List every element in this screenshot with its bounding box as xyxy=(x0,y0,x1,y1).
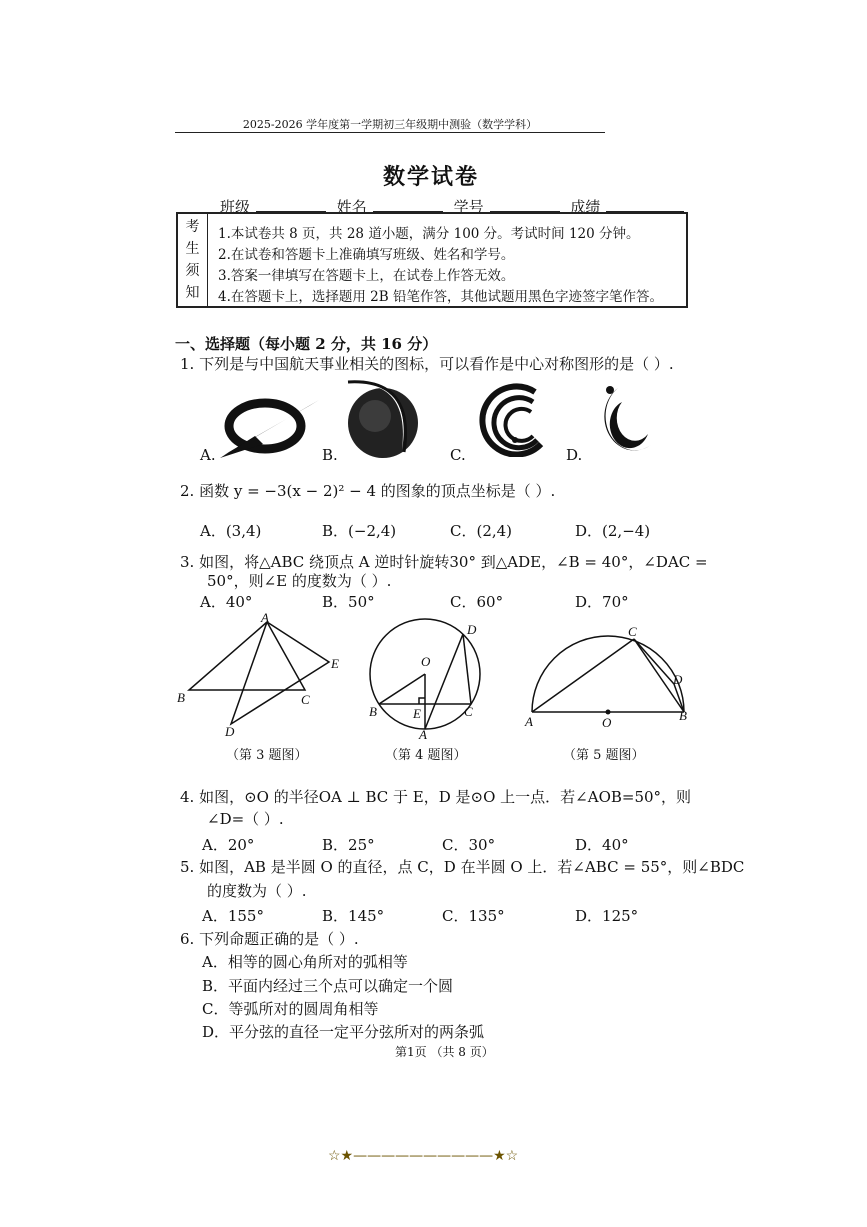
header-rule xyxy=(175,132,605,133)
question-4-option-a[interactable]: A．20° xyxy=(202,836,255,854)
notice-label-char: 知 xyxy=(185,285,200,301)
question-4-option-d[interactable]: D．40° xyxy=(575,836,629,854)
question-6-option-b[interactable]: B．平面内经过三个点可以确定一个圆 xyxy=(202,977,454,995)
icon-option-b xyxy=(340,378,430,463)
fig3-label-b: B xyxy=(177,690,185,705)
question-1-option-a[interactable]: A. xyxy=(200,446,216,464)
fig4-label-b: B xyxy=(369,704,377,719)
score-field[interactable] xyxy=(606,197,684,212)
question-4-option-c[interactable]: C．30° xyxy=(442,836,496,854)
question-1-option-c[interactable]: C. xyxy=(450,446,466,464)
notice-box xyxy=(176,212,688,308)
page-title: 数学试卷 xyxy=(383,164,480,190)
notice-line: 3.答案一律填写在答题卡上，在试卷上作答无效。 xyxy=(218,268,515,284)
icon-option-c xyxy=(475,382,555,457)
question-3-option-a[interactable]: A．40° xyxy=(200,593,253,611)
question-5-stem-line2: 的度数为（ ）. xyxy=(207,882,307,900)
notice-line: 1.本试卷共 8 页，共 28 道小题，满分 100 分。考试时间 120 分钟。 xyxy=(218,226,640,242)
question-2-option-a[interactable]: A．(3,4) xyxy=(200,522,262,540)
fig4-label-d: D xyxy=(467,622,477,637)
name-field[interactable] xyxy=(373,197,443,212)
question-2-option-b[interactable]: B．(−2,4) xyxy=(322,522,397,540)
icon-option-d xyxy=(588,382,658,460)
notice-label xyxy=(178,214,208,306)
fig5-label-b: B xyxy=(679,708,687,723)
fig4-label-a: A xyxy=(419,727,427,740)
fig4-label-o: O xyxy=(421,654,431,669)
fig3-label-d: D xyxy=(225,724,235,739)
notice-label-char: 生 xyxy=(185,241,200,257)
question-6-option-c[interactable]: C．等弧所对的圆周角相等 xyxy=(202,1000,379,1018)
fig3-label-e: E xyxy=(331,656,339,671)
question-1-option-d[interactable]: D. xyxy=(566,446,583,464)
question-2-option-d[interactable]: D．(2,−4) xyxy=(575,522,651,540)
question-5-option-a[interactable]: A．155° xyxy=(202,907,264,925)
notice-label-char: 考 xyxy=(185,219,200,235)
name-label: 姓名 xyxy=(336,198,367,216)
score-label: 成绩 xyxy=(570,198,601,216)
fig3-label-c: C xyxy=(301,692,310,707)
figure-5 xyxy=(522,624,697,730)
question-5-option-c[interactable]: C．135° xyxy=(442,907,505,925)
question-3-option-c[interactable]: C．60° xyxy=(450,593,504,611)
notice-label-char: 须 xyxy=(185,263,200,279)
question-6-option-a[interactable]: A．相等的圆心角所对的弧相等 xyxy=(202,953,408,971)
id-field[interactable] xyxy=(490,197,560,212)
question-5-option-d[interactable]: D．125° xyxy=(575,907,639,925)
question-3-stem-line2: 50°，则∠E 的度数为（ ）. xyxy=(207,572,392,590)
fig4-label-c: C xyxy=(464,704,473,719)
page-footer: 第1页 （共 8 页） xyxy=(395,1045,494,1059)
question-4-option-b[interactable]: B．25° xyxy=(322,836,375,854)
fig5-label-c: C xyxy=(628,624,637,639)
icon-option-a xyxy=(215,390,320,460)
question-4-stem-line2: ∠D=（ ）. xyxy=(207,810,284,828)
fig5-label-d: D xyxy=(673,672,683,687)
question-1-option-b[interactable]: B. xyxy=(322,446,338,464)
fig4-label-e: E xyxy=(413,706,421,721)
fig5-label-a: A xyxy=(525,714,533,729)
figure-4-caption: （第 4 题图） xyxy=(385,748,467,763)
fig3-label-a: A xyxy=(261,610,269,625)
id-label: 学号 xyxy=(453,198,484,216)
question-5-stem-line1: 5. 如图，AB 是半圆 O 的直径，点 C，D 在半圆 O 上．若∠ABC = 55°，则∠BDC xyxy=(180,858,745,876)
question-5-option-b[interactable]: B．145° xyxy=(322,907,385,925)
class-field[interactable] xyxy=(256,197,326,212)
notice-line: 4.在答题卡上，选择题用 2B 铅笔作答，其他试题用黑色字迹签字笔作答。 xyxy=(218,289,663,305)
decorative-star-divider: ☆★——————————★☆ xyxy=(328,1148,519,1164)
question-4-stem-line1: 4. 如图，⊙O 的半径OA ⊥ BC 于 E，D 是⊙O 上一点．若∠AOB=50°，则 xyxy=(180,788,692,806)
question-6-option-d[interactable]: D．平分弦的直径一定平分弦所对的两条弧 xyxy=(202,1023,485,1041)
question-2-option-c[interactable]: C．(2,4) xyxy=(450,522,513,540)
question-3-stem-line1: 3. 如图，将△ABC 绕顶点 A 逆时针旋转30° 到△ADE，∠B = 40°，∠DAC = xyxy=(180,553,708,571)
question-1-stem: 1. 下列是与中国航天事业相关的图标，可以看作是中心对称图形的是（ ）. xyxy=(180,355,674,373)
class-label: 班级 xyxy=(220,198,251,216)
question-6-stem: 6. 下列命题正确的是（ ）. xyxy=(180,930,359,948)
figure-5-caption: （第 5 题图） xyxy=(563,748,645,763)
section-title: 一、选择题（每小题 2 分，共 16 分） xyxy=(175,335,438,353)
fig5-label-o: O xyxy=(602,715,612,730)
figure-3 xyxy=(175,610,350,740)
figure-4 xyxy=(365,618,495,740)
figure-3-caption: （第 3 题图） xyxy=(226,748,308,763)
question-2-stem: 2. 函数 y = −3(x − 2)² − 4 的图象的顶点坐标是（ ）. xyxy=(180,482,556,500)
exam-header: 2025-2026 学年度第一学期初三年级期中测验（数学学科） xyxy=(242,118,538,131)
notice-line: 2.在试卷和答题卡上准确填写班级、姓名和学号。 xyxy=(218,247,515,263)
question-3-option-d[interactable]: D．70° xyxy=(575,593,629,611)
notice-lines xyxy=(218,224,663,308)
question-3-option-b[interactable]: B．50° xyxy=(322,593,375,611)
